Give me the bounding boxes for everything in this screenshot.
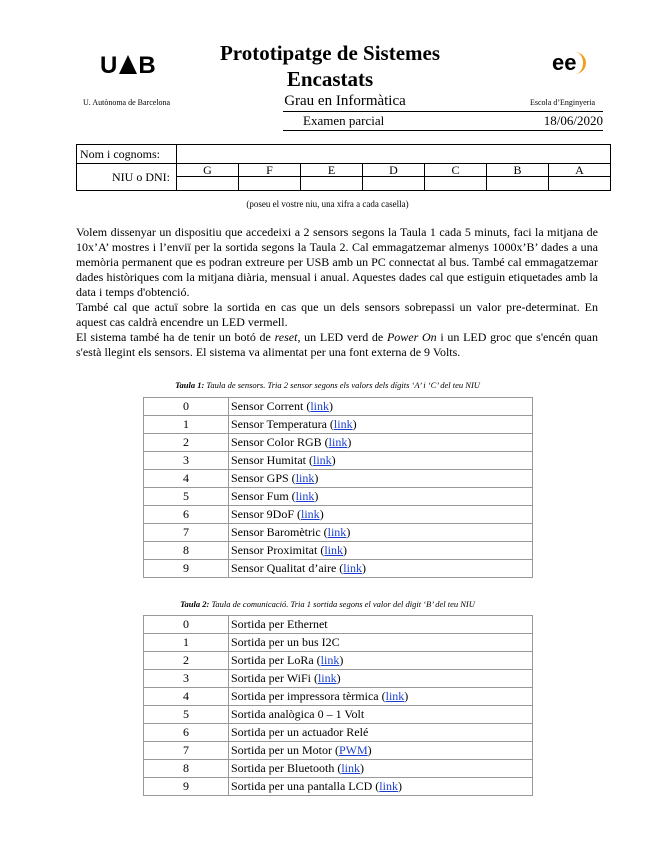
table-row (144, 634, 533, 652)
row-description (229, 488, 533, 506)
row-description (229, 670, 533, 688)
row-number: 4 (144, 688, 229, 706)
p3-part-a: El sistema també ha de tenir un botó de (76, 330, 275, 344)
row-text: Sensor Proximitat ( (231, 543, 325, 557)
table-row (144, 542, 533, 560)
row-text: Sortida per WiFi ( (231, 671, 318, 685)
p3-part-c: i un LED groc que s'encén quan s'està llegint els sensors. El sistema va alimentat per una font externa de 9 Volts. (76, 330, 598, 359)
row-number: 1 (144, 634, 229, 652)
row-link[interactable]: link (328, 435, 348, 449)
row-number: 0 (144, 616, 229, 634)
uab-logo (100, 52, 157, 80)
row-description (229, 524, 533, 542)
row-text-after: ) (367, 743, 372, 757)
table1-caption-text: Taula de sensors. Tria 2 sensor segons els valors dels dígits ‘A’ i ‘C’ del teu NIU (204, 380, 480, 390)
row-text-after: ) (329, 399, 333, 413)
table-row (144, 670, 533, 688)
row-link[interactable]: link (333, 417, 353, 431)
row-text: Sensor Fum ( (231, 489, 296, 503)
row-number: 7 (144, 524, 229, 542)
p3-reset: reset (274, 330, 298, 344)
row-number: 5 (144, 488, 229, 506)
degree-subtitle: Grau en Informàtica (284, 93, 406, 109)
table2-caption-text: Taula de comunicació. Tria 1 sortida segons el valor del digit ‘B’ del teu NIU (209, 599, 475, 609)
row-link[interactable]: link (317, 671, 337, 685)
row-link[interactable]: link (320, 653, 340, 667)
row-number: 3 (144, 670, 229, 688)
exam-label: Examen parcial (303, 113, 385, 128)
table-row (144, 616, 533, 634)
digit-letter: C (425, 164, 487, 177)
table-row (144, 688, 533, 706)
digit-box[interactable] (239, 177, 301, 191)
row-link[interactable]: link (313, 453, 332, 467)
exam-date: 18/06/2020 (543, 113, 603, 128)
institution-left: U. Autònoma de Barcelona (83, 98, 171, 107)
table1-caption-label: Taula 1: (175, 380, 205, 390)
intro-paragraph-2: També cal que actuï sobre la sortida en cas que un dels sensors sobrepassi un valor pre-determinat. En aquest cas caldrà encendre un LED vermell. (76, 300, 598, 329)
row-description (229, 652, 533, 670)
digit-box[interactable] (487, 177, 549, 191)
table-row (144, 524, 533, 542)
digit-letter: A (549, 164, 611, 177)
row-link[interactable]: link (343, 561, 362, 575)
uab-logo-u: U (100, 52, 119, 79)
table2-caption-label: Taula 2: (180, 599, 210, 609)
table-row (144, 742, 533, 760)
row-description (229, 706, 533, 724)
row-text-after: ) (331, 453, 336, 467)
row-number: 6 (144, 506, 229, 524)
row-link[interactable]: link (379, 779, 398, 793)
ee-logo-letters: ee (552, 50, 577, 75)
row-link[interactable]: link (310, 399, 329, 413)
row-description (229, 506, 533, 524)
row-number: 7 (144, 742, 229, 760)
row-description (229, 470, 533, 488)
row-text: Sortida per una pantalla LCD ( (231, 779, 380, 793)
row-description (229, 560, 533, 578)
row-description (229, 634, 533, 652)
table-row (144, 470, 533, 488)
row-link[interactable]: link (301, 507, 320, 521)
institution-right: Escola d’Enginyeria (530, 98, 596, 107)
row-number: 5 (144, 706, 229, 724)
row-text: Sensor Qualitat d’aire ( (231, 561, 344, 575)
row-description (229, 416, 533, 434)
row-number: 1 (144, 416, 229, 434)
row-description (229, 398, 533, 416)
row-description (229, 742, 533, 760)
row-number: 3 (144, 452, 229, 470)
name-label: Nom i cognoms: (77, 145, 177, 164)
row-text: Sensor Baromètric ( (231, 525, 328, 539)
header-rule-top (283, 111, 603, 112)
header-rule-bottom (283, 130, 603, 131)
row-text: Sortida analògica 0 – 1 Volt (231, 707, 365, 721)
id-form-note: (poseu el vostre niu, una xifra a cada casella) (246, 199, 409, 209)
table-row (144, 560, 533, 578)
table2-caption (0, 599, 655, 609)
row-description (229, 616, 533, 634)
row-text-after: ) (346, 525, 351, 539)
row-number: 2 (144, 652, 229, 670)
table-row (144, 506, 533, 524)
intro-paragraph-3 (76, 330, 598, 360)
row-text-after: ) (314, 471, 319, 485)
row-text: Sensor Corrent ( (231, 399, 311, 413)
row-description (229, 434, 533, 452)
p3-power-on: Power On (386, 330, 437, 344)
row-text: Sortida per un Motor ( (231, 743, 339, 757)
row-link[interactable]: link (341, 761, 360, 775)
uab-logo-triangle-icon (119, 55, 137, 74)
table1-caption (0, 380, 655, 390)
digit-box[interactable] (301, 177, 363, 191)
logo-left-text (0, 0, 1, 1)
row-text: Sortida per Ethernet (231, 617, 328, 631)
ee-logo (552, 50, 586, 76)
row-text: Sensor GPS ( (231, 471, 296, 485)
row-description (229, 452, 533, 470)
row-number: 6 (144, 724, 229, 742)
row-text-after: ) (360, 761, 364, 775)
row-link[interactable]: PWM (338, 743, 368, 757)
row-text-after: ) (339, 653, 344, 667)
row-text-after: ) (319, 507, 324, 521)
digit-box[interactable] (177, 177, 239, 191)
row-text-after: ) (343, 543, 347, 557)
row-text-after: ) (352, 417, 357, 431)
row-number: 9 (144, 778, 229, 796)
row-description (229, 760, 533, 778)
table-row (144, 778, 533, 796)
row-text-after: ) (361, 561, 366, 575)
digit-letter: F (239, 164, 301, 177)
digit-box[interactable] (549, 177, 611, 191)
row-text-after: ) (397, 779, 402, 793)
table-row (144, 434, 533, 452)
table-row (144, 452, 533, 470)
row-description (229, 542, 533, 560)
row-link[interactable]: link (385, 689, 405, 703)
table-row (144, 706, 533, 724)
row-link[interactable]: link (295, 471, 315, 485)
row-description (229, 688, 533, 706)
row-number: 2 (144, 434, 229, 452)
row-text: Sensor Humitat ( (231, 453, 313, 467)
digit-box[interactable] (425, 177, 487, 191)
table-row (144, 652, 533, 670)
name-field[interactable] (177, 145, 611, 164)
row-text: Sortida per un bus I2C (231, 635, 340, 649)
p3-part-b: , un LED verd de (297, 330, 387, 344)
digit-box[interactable] (363, 177, 425, 191)
page-title: Prototipatge de Sistemes Encastats (219, 41, 441, 91)
row-text-after: ) (347, 435, 352, 449)
row-number: 8 (144, 542, 229, 560)
row-text: Sortida per Bluetooth ( (231, 761, 342, 775)
table-row (144, 724, 533, 742)
table-row (144, 488, 533, 506)
row-number: 8 (144, 760, 229, 778)
table-row (144, 416, 533, 434)
row-text: Sensor Color RGB ( (231, 435, 329, 449)
table-row (144, 760, 533, 778)
row-description (229, 778, 533, 796)
intro-paragraph-1: Volem dissenyar un dispositiu que accedeixi a 2 sensors segons la Taula 1 cada 5 minuts, faci la mitjana de 10x’A’ mostres i l’enviï per la sortida segons la Taula 2. Cal emmagatzemar almenys 1000x’B’ dades a una memòria permanent que es podran extreure per USB amb un PC connectat al bus. També cal emmagatzemar dades històriques com la mitjana diària, mensual i anual. Aquestes dades cal que estiguin etiquetades amb la data i temps d'obtenció. (76, 225, 598, 299)
niu-label: NIU o DNI: (77, 164, 177, 191)
row-number: 4 (144, 470, 229, 488)
table-row (144, 398, 533, 416)
sensor-table (143, 397, 533, 578)
ee-logo-arc-icon (573, 52, 586, 74)
uab-logo-b: B (138, 52, 157, 79)
row-link[interactable]: link (327, 525, 347, 539)
row-text: Sensor Temperatura ( (231, 417, 334, 431)
row-text-after: ) (314, 489, 319, 503)
row-number: 0 (144, 398, 229, 416)
row-text: Sortida per un actuador Relé (231, 725, 369, 739)
student-id-form (76, 144, 611, 191)
row-text: Sortida per impressora tèrmica ( (231, 689, 386, 703)
row-description (229, 724, 533, 742)
communication-table (143, 615, 533, 796)
digit-letter: B (487, 164, 549, 177)
row-text-after: ) (404, 689, 409, 703)
row-link[interactable]: link (295, 489, 315, 503)
row-text: Sortida per LoRa ( (231, 653, 321, 667)
digit-letter: E (301, 164, 363, 177)
logo-text-store (0, 0, 1, 1)
row-link[interactable]: link (324, 543, 343, 557)
row-text-after: ) (336, 671, 341, 685)
digit-letter: G (177, 164, 239, 177)
intro-text (76, 225, 598, 360)
row-text: Sensor 9DoF ( (231, 507, 302, 521)
row-number: 9 (144, 560, 229, 578)
digit-letter: D (363, 164, 425, 177)
